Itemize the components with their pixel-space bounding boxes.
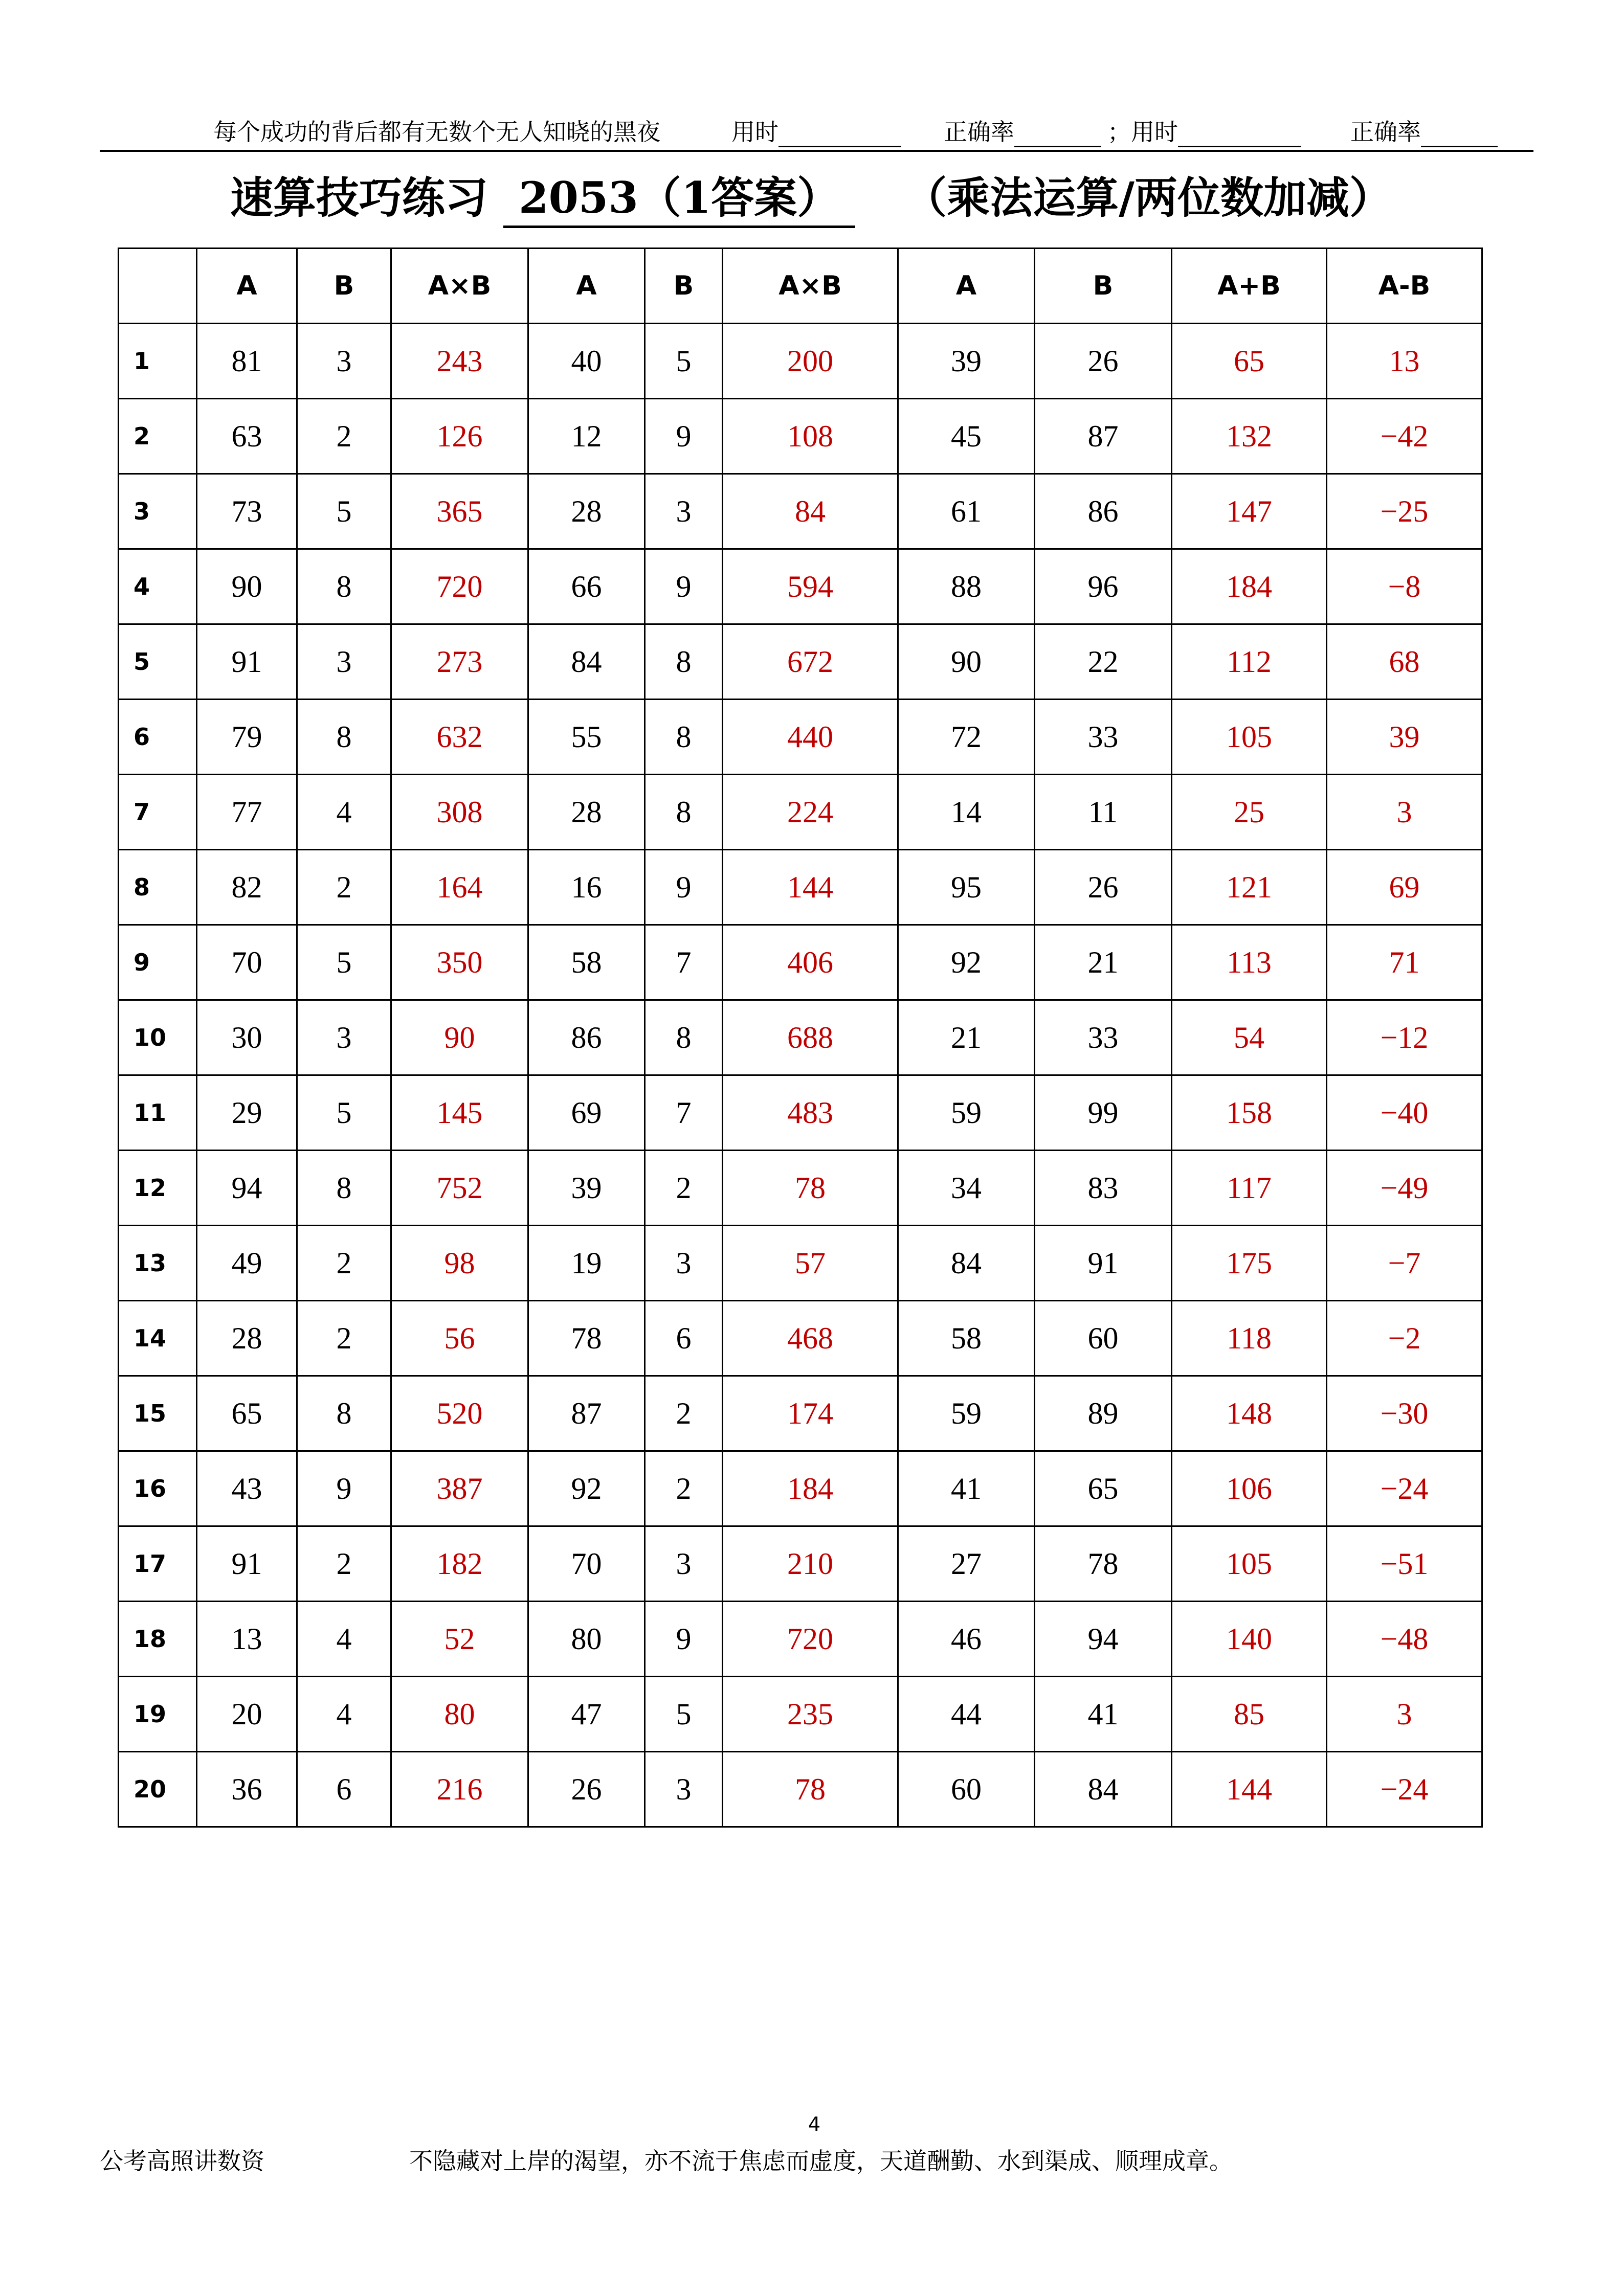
answer-cell: 148: [1172, 1376, 1327, 1451]
answer-cell: 365: [391, 474, 528, 549]
answer-cell: 57: [723, 1226, 898, 1301]
operand-cell: 61: [898, 474, 1035, 549]
table-row: [119, 925, 1482, 1000]
answer-cell: −7: [1327, 1226, 1482, 1301]
operand-cell: 9: [645, 399, 723, 474]
operand-cell: 70: [528, 1526, 645, 1602]
operand-cell: 16: [528, 850, 645, 925]
row-number: 7: [119, 775, 197, 850]
operand-cell: 13: [197, 1602, 297, 1677]
answer-cell: 52: [391, 1602, 528, 1677]
header-cell: A: [528, 249, 645, 324]
operand-cell: 84: [898, 1226, 1035, 1301]
operand-cell: 44: [898, 1677, 1035, 1752]
time-field-2: [1107, 114, 1301, 147]
answer-cell: 483: [723, 1075, 898, 1151]
operand-cell: 12: [528, 399, 645, 474]
operand-cell: 84: [1035, 1752, 1172, 1827]
answer-cell: 720: [723, 1602, 898, 1677]
operand-cell: 86: [1035, 474, 1172, 549]
operand-cell: 11: [1035, 775, 1172, 850]
time-field-1: [731, 114, 901, 147]
answer-cell: 71: [1327, 925, 1482, 1000]
accuracy-field-2: [1350, 114, 1498, 147]
operand-cell: 29: [197, 1075, 297, 1151]
answer-cell: −25: [1327, 474, 1482, 549]
answer-cell: 113: [1172, 925, 1327, 1000]
row-number: 5: [119, 624, 197, 700]
footer-quote: 不隐藏对上岸的渴望，亦不流于焦虑而虚度，天道酬勤、水到渠成、顺理成章。: [409, 2147, 1233, 2175]
operand-cell: 41: [898, 1451, 1035, 1526]
table-row: [119, 399, 1482, 474]
answer-cell: 3: [1327, 775, 1482, 850]
row-number: 14: [119, 1301, 197, 1376]
answer-cell: −2: [1327, 1301, 1482, 1376]
operand-cell: 2: [297, 850, 391, 925]
operand-cell: 72: [898, 700, 1035, 775]
answer-cell: 39: [1327, 700, 1482, 775]
operand-cell: 43: [197, 1451, 297, 1526]
answer-cell: 144: [1172, 1752, 1327, 1827]
answer-cell: 105: [1172, 1526, 1327, 1602]
operand-cell: 14: [898, 775, 1035, 850]
table-row: [119, 1075, 1482, 1151]
operand-cell: 5: [297, 474, 391, 549]
answer-cell: 308: [391, 775, 528, 850]
operand-cell: 5: [297, 1075, 391, 1151]
operand-cell: 3: [645, 1226, 723, 1301]
accuracy-field-1: [944, 114, 1101, 147]
answer-cell: 406: [723, 925, 898, 1000]
operand-cell: 3: [297, 1000, 391, 1075]
answer-cell: 106: [1172, 1451, 1327, 1526]
operand-cell: 73: [197, 474, 297, 549]
table-row: [119, 624, 1482, 700]
table-row: [119, 1602, 1482, 1677]
operand-cell: 40: [528, 324, 645, 399]
answer-cell: 147: [1172, 474, 1327, 549]
operand-cell: 45: [898, 399, 1035, 474]
operand-cell: 81: [197, 324, 297, 399]
answer-cell: 90: [391, 1000, 528, 1075]
operand-cell: 8: [645, 624, 723, 700]
answer-cell: 184: [1172, 549, 1327, 624]
operand-cell: 2: [297, 1526, 391, 1602]
operand-cell: 58: [528, 925, 645, 1000]
operand-cell: 4: [297, 1677, 391, 1752]
operand-cell: 7: [645, 925, 723, 1000]
operand-cell: 59: [898, 1376, 1035, 1451]
answer-cell: −51: [1327, 1526, 1482, 1602]
operand-cell: 7: [645, 1075, 723, 1151]
answer-cell: 216: [391, 1752, 528, 1827]
page-number: 4: [808, 2113, 821, 2135]
operand-cell: 66: [528, 549, 645, 624]
operand-cell: 28: [197, 1301, 297, 1376]
operand-cell: 20: [197, 1677, 297, 1752]
table-row: [119, 324, 1482, 399]
row-number: 16: [119, 1451, 197, 1526]
operand-cell: 91: [197, 624, 297, 700]
operand-cell: 8: [645, 1000, 723, 1075]
row-number: 19: [119, 1677, 197, 1752]
operand-cell: 87: [1035, 399, 1172, 474]
operand-cell: 78: [528, 1301, 645, 1376]
operand-cell: 6: [645, 1301, 723, 1376]
answer-cell: 69: [1327, 850, 1482, 925]
operand-cell: 3: [645, 1752, 723, 1827]
table-row: [119, 1376, 1482, 1451]
operand-cell: 77: [197, 775, 297, 850]
header-motto: 每个成功的背后都有无数个无人知晓的黑夜: [213, 118, 660, 146]
operand-cell: 65: [1035, 1451, 1172, 1526]
answer-cell: 273: [391, 624, 528, 700]
answer-cell: 98: [391, 1226, 528, 1301]
operand-cell: 36: [197, 1752, 297, 1827]
operand-cell: 89: [1035, 1376, 1172, 1451]
time-label-1: 用时: [731, 118, 778, 146]
operand-cell: 92: [898, 925, 1035, 1000]
table-row: [119, 1752, 1482, 1827]
operand-cell: 8: [297, 700, 391, 775]
time-blank-1[interactable]: [778, 121, 901, 147]
answer-cell: −12: [1327, 1000, 1482, 1075]
operand-cell: 41: [1035, 1677, 1172, 1752]
header-cell: B: [1035, 249, 1172, 324]
row-number: 17: [119, 1526, 197, 1602]
operand-cell: 28: [528, 775, 645, 850]
answer-cell: 85: [1172, 1677, 1327, 1752]
operand-cell: 94: [197, 1151, 297, 1226]
row-number: 4: [119, 549, 197, 624]
table-row: [119, 1301, 1482, 1376]
row-number: 9: [119, 925, 197, 1000]
answer-cell: 224: [723, 775, 898, 850]
answer-cell: 78: [723, 1752, 898, 1827]
operand-cell: 26: [528, 1752, 645, 1827]
header-cell: B: [297, 249, 391, 324]
operand-cell: 46: [898, 1602, 1035, 1677]
answer-table: [118, 247, 1483, 1828]
operand-cell: 69: [528, 1075, 645, 1151]
header-cell: A: [197, 249, 297, 324]
answer-cell: −40: [1327, 1075, 1482, 1151]
operand-cell: 28: [528, 474, 645, 549]
accuracy-blank-1[interactable]: [1014, 121, 1101, 147]
operand-cell: 9: [645, 850, 723, 925]
operand-cell: 2: [645, 1151, 723, 1226]
title-main: 速算技巧练习: [230, 172, 488, 223]
answer-cell: 118: [1172, 1301, 1327, 1376]
row-number: 12: [119, 1151, 197, 1226]
answer-cell: 25: [1172, 775, 1327, 850]
answer-cell: 184: [723, 1451, 898, 1526]
answer-cell: 164: [391, 850, 528, 925]
title-subtitle: （乘法运算/两位数加减）: [904, 172, 1392, 223]
operand-cell: 87: [528, 1376, 645, 1451]
page-title: [230, 164, 1392, 228]
answer-cell: −24: [1327, 1752, 1482, 1827]
header-cell-index: [119, 249, 197, 324]
operand-cell: 47: [528, 1677, 645, 1752]
operand-cell: 4: [297, 1602, 391, 1677]
answer-cell: 56: [391, 1301, 528, 1376]
answer-cell: 235: [723, 1677, 898, 1752]
operand-cell: 8: [645, 775, 723, 850]
operand-cell: 65: [197, 1376, 297, 1451]
table-row: [119, 775, 1482, 850]
operand-cell: 3: [645, 1526, 723, 1602]
row-number: 6: [119, 700, 197, 775]
operand-cell: 94: [1035, 1602, 1172, 1677]
operand-cell: 2: [297, 1226, 391, 1301]
answer-cell: −24: [1327, 1451, 1482, 1526]
operand-cell: 5: [645, 1677, 723, 1752]
answer-cell: 105: [1172, 700, 1327, 775]
answer-cell: 3: [1327, 1677, 1482, 1752]
header-divider: [100, 150, 1533, 152]
answer-cell: 594: [723, 549, 898, 624]
answer-cell: −48: [1327, 1602, 1482, 1677]
operand-cell: 5: [645, 324, 723, 399]
row-number: 1: [119, 324, 197, 399]
answer-cell: 200: [723, 324, 898, 399]
header-cell: A: [898, 249, 1035, 324]
answer-cell: −49: [1327, 1151, 1482, 1226]
answer-cell: 54: [1172, 1000, 1327, 1075]
operand-cell: 60: [898, 1752, 1035, 1827]
answer-cell: 108: [723, 399, 898, 474]
operand-cell: 8: [645, 700, 723, 775]
operand-cell: 3: [645, 474, 723, 549]
operand-cell: 91: [1035, 1226, 1172, 1301]
operand-cell: 84: [528, 624, 645, 700]
operand-cell: 70: [197, 925, 297, 1000]
answer-cell: 350: [391, 925, 528, 1000]
row-number: 18: [119, 1602, 197, 1677]
answer-cell: 144: [723, 850, 898, 925]
operand-cell: 99: [1035, 1075, 1172, 1151]
time-blank-2[interactable]: [1178, 121, 1301, 147]
row-number: 20: [119, 1752, 197, 1827]
operand-cell: 86: [528, 1000, 645, 1075]
answer-cell: 80: [391, 1677, 528, 1752]
answer-cell: 520: [391, 1376, 528, 1451]
operand-cell: 21: [1035, 925, 1172, 1000]
separator: ；: [1107, 118, 1131, 146]
answer-cell: 117: [1172, 1151, 1327, 1226]
answer-cell: 387: [391, 1451, 528, 1526]
page-header: [100, 114, 1624, 149]
operand-cell: 39: [528, 1151, 645, 1226]
answer-cell: 121: [1172, 850, 1327, 925]
operand-cell: 60: [1035, 1301, 1172, 1376]
operand-cell: 22: [1035, 624, 1172, 700]
operand-cell: 19: [528, 1226, 645, 1301]
table-body: [119, 324, 1482, 1827]
operand-cell: 96: [1035, 549, 1172, 624]
operand-cell: 2: [645, 1451, 723, 1526]
answer-cell: −8: [1327, 549, 1482, 624]
answer-cell: 132: [1172, 399, 1327, 474]
answer-cell: 672: [723, 624, 898, 700]
operand-cell: 33: [1035, 700, 1172, 775]
operand-cell: 9: [297, 1451, 391, 1526]
operand-cell: 92: [528, 1451, 645, 1526]
answer-cell: 632: [391, 700, 528, 775]
operand-cell: 33: [1035, 1000, 1172, 1075]
answer-cell: 126: [391, 399, 528, 474]
table-row: [119, 1526, 1482, 1602]
header-cell: A×B: [391, 249, 528, 324]
operand-cell: 49: [197, 1226, 297, 1301]
answer-cell: 440: [723, 700, 898, 775]
table-row: [119, 1451, 1482, 1526]
operand-cell: 8: [297, 1151, 391, 1226]
answer-cell: 688: [723, 1000, 898, 1075]
operand-cell: 95: [898, 850, 1035, 925]
row-number: 2: [119, 399, 197, 474]
table-row: [119, 1000, 1482, 1075]
header-cell: A-B: [1327, 249, 1482, 324]
answer-cell: 84: [723, 474, 898, 549]
operand-cell: 6: [297, 1752, 391, 1827]
answer-cell: 182: [391, 1526, 528, 1602]
table-row: [119, 549, 1482, 624]
answer-cell: 68: [1327, 624, 1482, 700]
row-number: 8: [119, 850, 197, 925]
operand-cell: 2: [297, 1301, 391, 1376]
table-row: [119, 1151, 1482, 1226]
answer-cell: 158: [1172, 1075, 1327, 1151]
operand-cell: 21: [898, 1000, 1035, 1075]
operand-cell: 91: [197, 1526, 297, 1602]
operand-cell: 79: [197, 700, 297, 775]
operand-cell: 2: [297, 399, 391, 474]
title-code: 2053（1答案）: [503, 164, 855, 228]
operand-cell: 9: [645, 1602, 723, 1677]
operand-cell: 59: [898, 1075, 1035, 1151]
answer-cell: 112: [1172, 624, 1327, 700]
operand-cell: 8: [297, 1376, 391, 1451]
operand-cell: 8: [297, 549, 391, 624]
answer-cell: 210: [723, 1526, 898, 1602]
time-label-2: 用时: [1131, 118, 1178, 146]
table-row: [119, 474, 1482, 549]
operand-cell: 63: [197, 399, 297, 474]
accuracy-label-2: 正确率: [1350, 118, 1421, 146]
operand-cell: 78: [1035, 1526, 1172, 1602]
operand-cell: 58: [898, 1301, 1035, 1376]
operand-cell: 88: [898, 549, 1035, 624]
table-row: [119, 1226, 1482, 1301]
operand-cell: 83: [1035, 1151, 1172, 1226]
table-row: [119, 700, 1482, 775]
answer-cell: 468: [723, 1301, 898, 1376]
operand-cell: 9: [645, 549, 723, 624]
accuracy-label-1: 正确率: [944, 118, 1014, 146]
row-number: 3: [119, 474, 197, 549]
operand-cell: 55: [528, 700, 645, 775]
table-header-row: [119, 249, 1482, 324]
answer-cell: 13: [1327, 324, 1482, 399]
answer-cell: 174: [723, 1376, 898, 1451]
accuracy-blank-2[interactable]: [1421, 121, 1498, 147]
row-number: 11: [119, 1075, 197, 1151]
operand-cell: 27: [898, 1526, 1035, 1602]
table-row: [119, 850, 1482, 925]
operand-cell: 3: [297, 624, 391, 700]
operand-cell: 39: [898, 324, 1035, 399]
operand-cell: 82: [197, 850, 297, 925]
row-number: 15: [119, 1376, 197, 1451]
answer-cell: 752: [391, 1151, 528, 1226]
operand-cell: 34: [898, 1151, 1035, 1226]
header-cell: A+B: [1172, 249, 1327, 324]
answer-cell: −42: [1327, 399, 1482, 474]
footer-source: 公考高照讲数资: [100, 2147, 264, 2175]
operand-cell: 80: [528, 1602, 645, 1677]
answer-cell: 78: [723, 1151, 898, 1226]
answer-cell: 175: [1172, 1226, 1327, 1301]
row-number: 13: [119, 1226, 197, 1301]
header-cell: B: [645, 249, 723, 324]
row-number: 10: [119, 1000, 197, 1075]
operand-cell: 3: [297, 324, 391, 399]
operand-cell: 90: [197, 549, 297, 624]
operand-cell: 26: [1035, 850, 1172, 925]
operand-cell: 30: [197, 1000, 297, 1075]
answer-cell: 145: [391, 1075, 528, 1151]
answer-cell: 720: [391, 549, 528, 624]
operand-cell: 4: [297, 775, 391, 850]
answer-cell: 243: [391, 324, 528, 399]
operand-cell: 5: [297, 925, 391, 1000]
answer-cell: −30: [1327, 1376, 1482, 1451]
operand-cell: 2: [645, 1376, 723, 1451]
header-cell: A×B: [723, 249, 898, 324]
operand-cell: 26: [1035, 324, 1172, 399]
operand-cell: 90: [898, 624, 1035, 700]
answer-cell: 140: [1172, 1602, 1327, 1677]
table-row: [119, 1677, 1482, 1752]
answer-cell: 65: [1172, 324, 1327, 399]
